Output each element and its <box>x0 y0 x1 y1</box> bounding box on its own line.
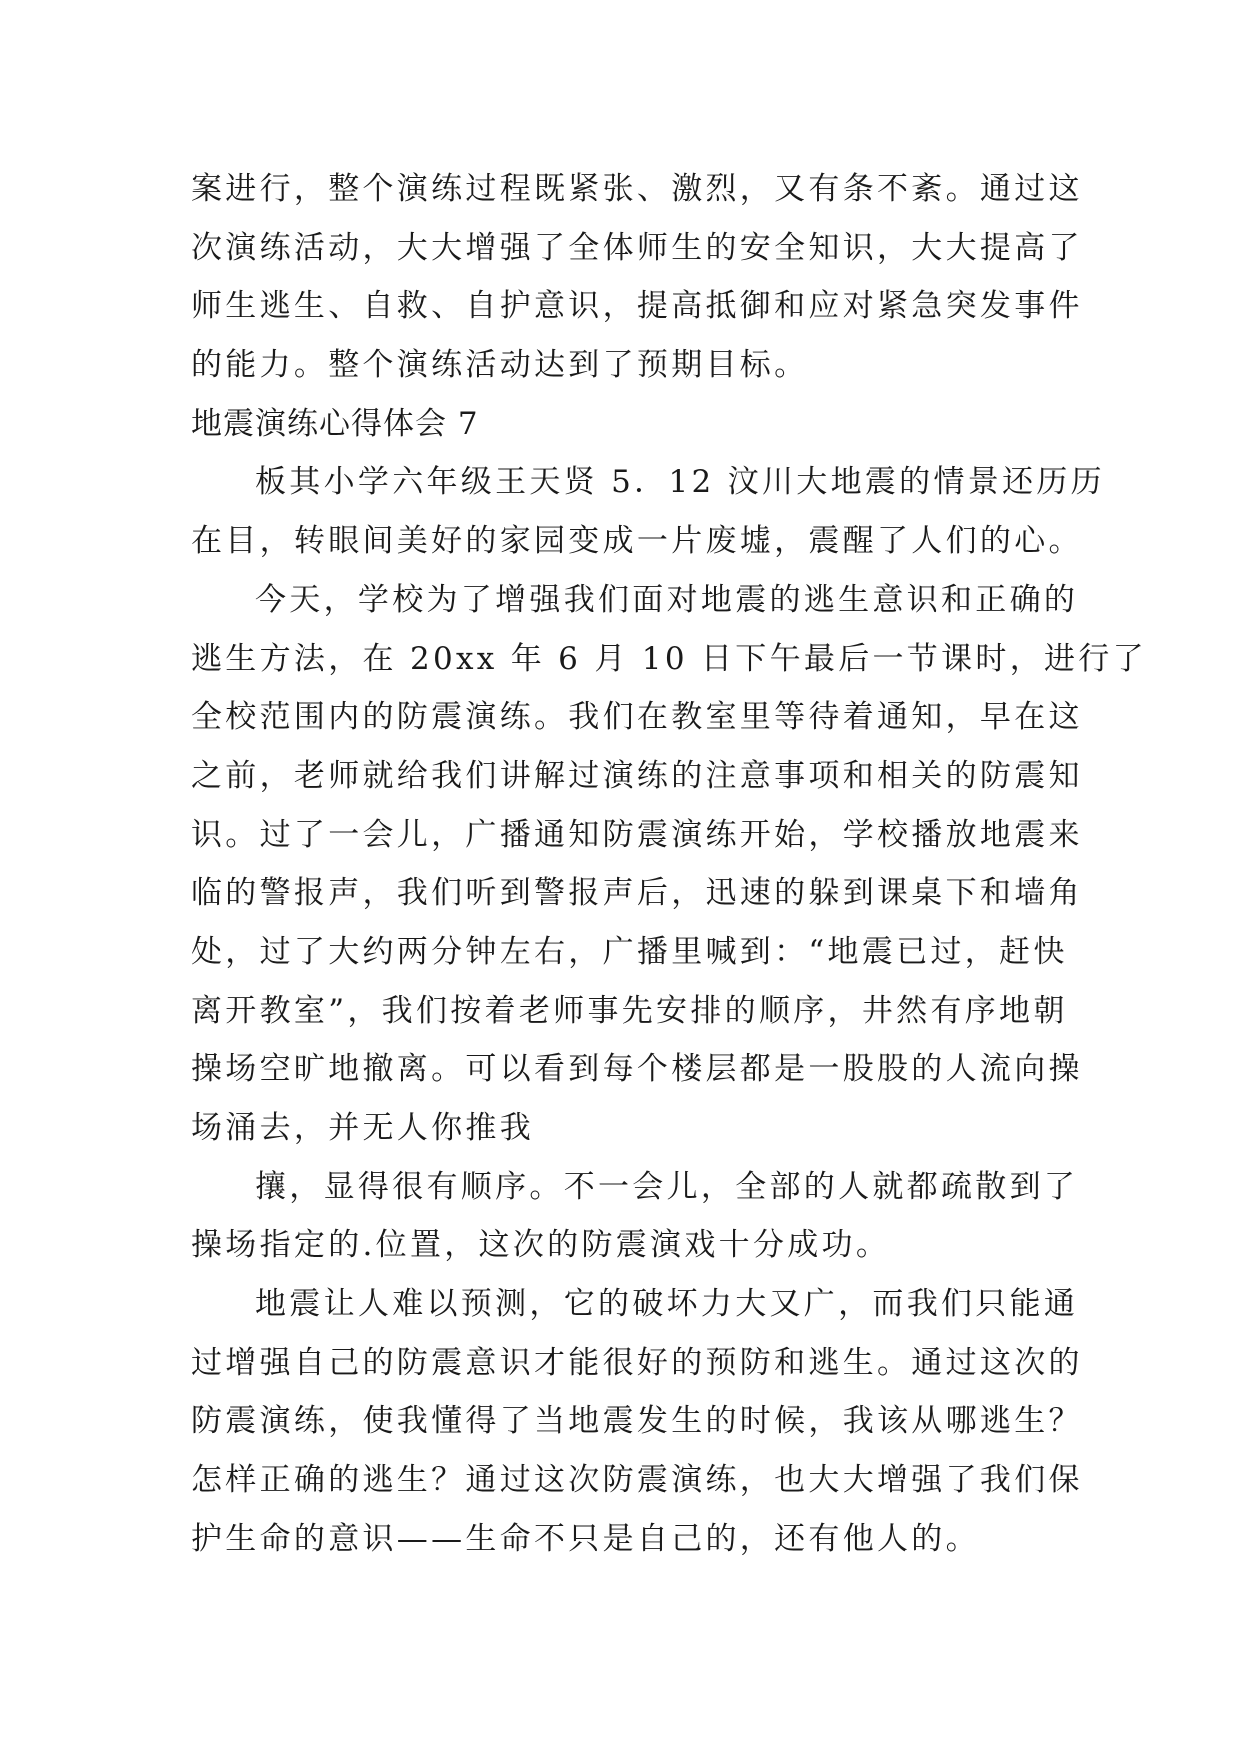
paragraph-line: 在目，转眼间美好的家园变成一片废墟，震醒了人们的心。 <box>191 523 1083 560</box>
paragraph-line: 次演练活动，大大增强了全体师生的安全知识，大大提高了 <box>191 229 1083 266</box>
paragraph-line: 案进行，整个演练过程既紧张、激烈，又有条不紊。通过这 <box>191 171 1083 207</box>
paragraph-line: 离开教室”，我们按着老师事先安排的顺序，井然有序地朝 <box>191 992 1068 1029</box>
paragraph-line: 板其小学六年级王天贤 5．12 汶川大地震的情景还历历 <box>255 464 1105 501</box>
paragraph-line: 操场指定的.位置，这次的防震演戏十分成功。 <box>191 1227 891 1264</box>
paragraph-line: 场涌去，并无人你推我 <box>191 1110 534 1146</box>
paragraph-line: 操场空旷地撤离。可以看到每个楼层都是一股股的人流向操 <box>191 1051 1083 1088</box>
paragraph-line: 识。过了一会儿，广播通知防震演练开始，学校播放地震来 <box>191 816 1083 853</box>
paragraph-line: 地震让人难以预测，它的破坏力大又广，而我们只能通 <box>255 1286 1079 1323</box>
paragraph-line: 处，过了大约两分钟左右，广播里喊到：“地震已过，赶快 <box>191 933 1068 970</box>
paragraph-line: 的能力。整个演练活动达到了预期目标。 <box>191 347 809 384</box>
section-heading: 地震演练心得体会 7 <box>191 405 479 442</box>
paragraph-line: 怎样正确的逃生？通过这次防震演练，也大大增强了我们保 <box>191 1462 1083 1499</box>
paragraph-line: 今天，学校为了增强我们面对地震的逃生意识和正确的 <box>255 581 1079 618</box>
paragraph-line: 临的警报声，我们听到警报声后，迅速的躲到课桌下和墙角 <box>191 875 1083 912</box>
paragraph-line: 逃生方法，在 20xx 年 6 月 10 日下午最后一节课时，进行了 <box>191 640 1147 677</box>
paragraph-line: 过增强自己的防震意识才能很好的预防和逃生。通过这次的 <box>191 1344 1083 1381</box>
paragraph-line: 师生逃生、自救、自护意识，提高抵御和应对紧急突发事件 <box>191 288 1083 325</box>
paragraph-line: 之前，老师就给我们讲解过演练的注意事项和相关的防震知 <box>191 757 1083 794</box>
paragraph-line: 护生命的意识——生命不只是自己的，还有他人的。 <box>191 1520 980 1557</box>
paragraph-line: 全校范围内的防震演练。我们在教室里等待着通知，早在这 <box>191 699 1083 736</box>
document-body <box>191 160 1147 1569</box>
paragraph-line: 防震演练，使我懂得了当地震发生的时候，我该从哪逃生？ <box>191 1403 1083 1440</box>
paragraph-line: 攘，显得很有顺序。不一会儿，全部的人就都疏散到了 <box>255 1168 1079 1205</box>
